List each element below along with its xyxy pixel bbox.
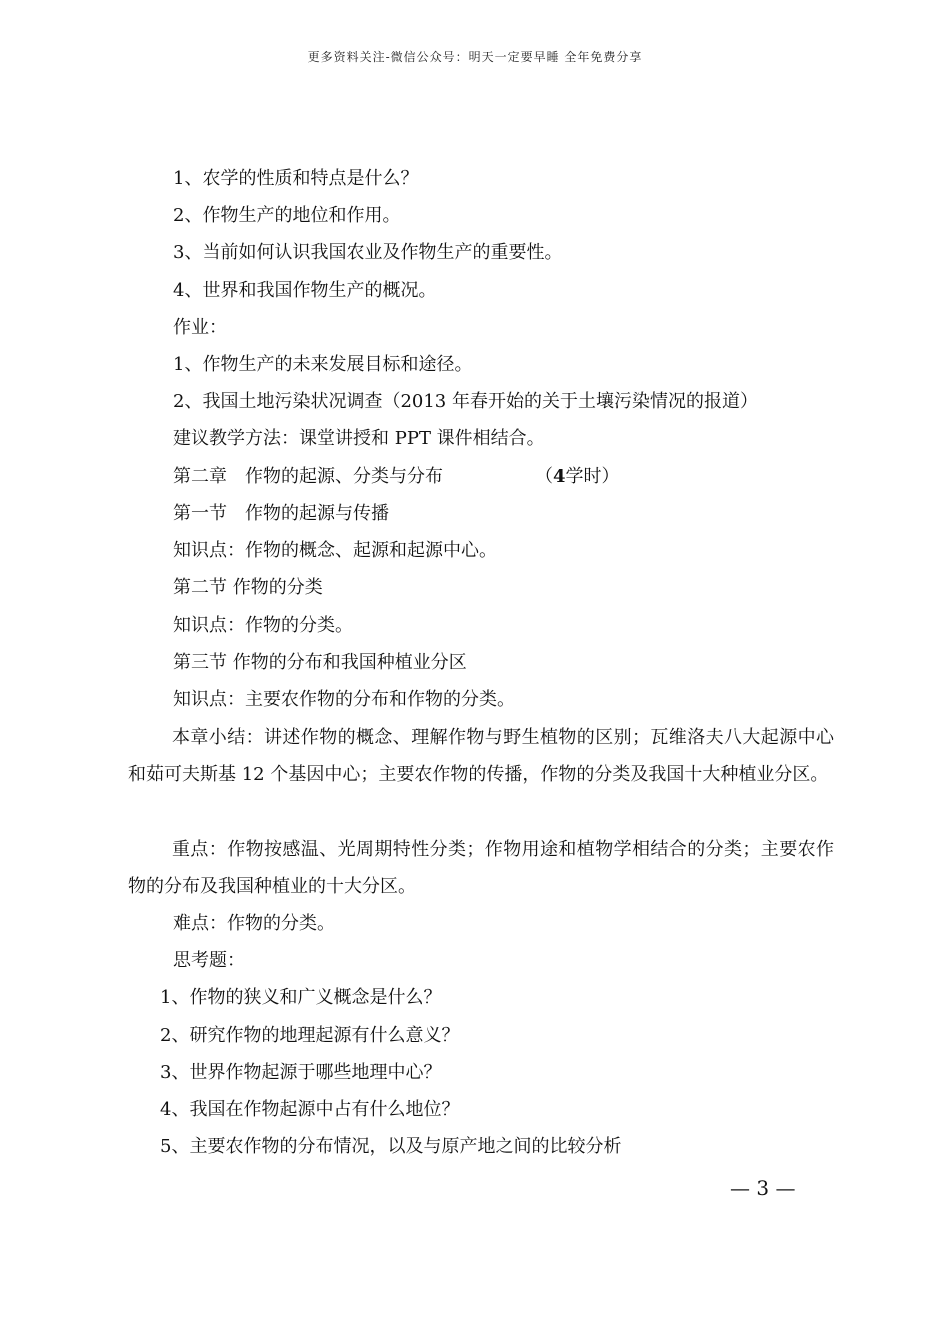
section-knowledge: 知识点：作物的概念、起源和起源中心。 [173, 540, 497, 561]
question-item: 1、农学的性质和特点是什么？ [173, 168, 419, 189]
chapter-heading [173, 465, 620, 489]
question-item: 4、世界和我国作物生产的概况。 [173, 280, 437, 301]
chapter-summary: 本章小结：讲述作物的概念、理解作物与野生植物的区别；瓦维洛夫八大起源中心和茹可夫斯基 12 个基因中心；主要农作物的传播，作物的分类及我国十大种植业分区。 [128, 727, 834, 785]
page-number: — 3 — [730, 1176, 796, 1200]
homework-item: 2、我国土地污染状况调查（2013 年春开始的关于土壤污染情况的报道） [173, 391, 758, 412]
section-title: 第一节 作物的起源与传播 [173, 503, 389, 524]
thinking-question: 2、研究作物的地理起源有什么意义？ [160, 1025, 460, 1046]
teaching-method: 建议教学方法：课堂讲授和 PPT 课件相结合。 [173, 428, 545, 449]
key-points: 重点：作物按感温、光周期特性分类；作物用途和植物学相结合的分类；主要农作物的分布及我国种植业的十大分区。 [128, 839, 834, 897]
thinking-label: 思考题： [173, 950, 245, 971]
difficulty: 难点：作物的分类。 [173, 913, 335, 934]
page-header-notice: 更多资料关注-微信公众号：明天一定要早睡 全年免费分享 [307, 50, 643, 64]
thinking-question: 3、世界作物起源于哪些地理中心？ [160, 1062, 442, 1083]
question-item: 2、作物生产的地位和作用。 [173, 205, 401, 226]
thinking-question: 1、作物的狭义和广义概念是什么？ [160, 987, 442, 1008]
section-knowledge: 知识点：主要农作物的分布和作物的分类。 [173, 689, 515, 710]
chapter-hours-open: （ [535, 466, 553, 487]
chapter-title: 第二章 作物的起源、分类与分布 [173, 466, 443, 487]
section-title: 第二节 作物的分类 [173, 577, 323, 598]
question-item: 3、当前如何认识我国农业及作物生产的重要性。 [173, 242, 563, 263]
homework-label: 作业： [173, 317, 227, 338]
section-knowledge: 知识点：作物的分类。 [173, 615, 353, 636]
chapter-hours-number: 4 [553, 466, 566, 487]
homework-item: 1、作物生产的未来发展目标和途径。 [173, 354, 473, 375]
thinking-question: 5、主要农作物的分布情况，以及与原产地之间的比较分析 [160, 1136, 622, 1157]
section-title: 第三节 作物的分布和我国种植业分区 [173, 652, 467, 673]
chapter-hours-close: 学时） [565, 466, 620, 487]
thinking-question: 4、我国在作物起源中占有什么地位？ [160, 1099, 460, 1120]
